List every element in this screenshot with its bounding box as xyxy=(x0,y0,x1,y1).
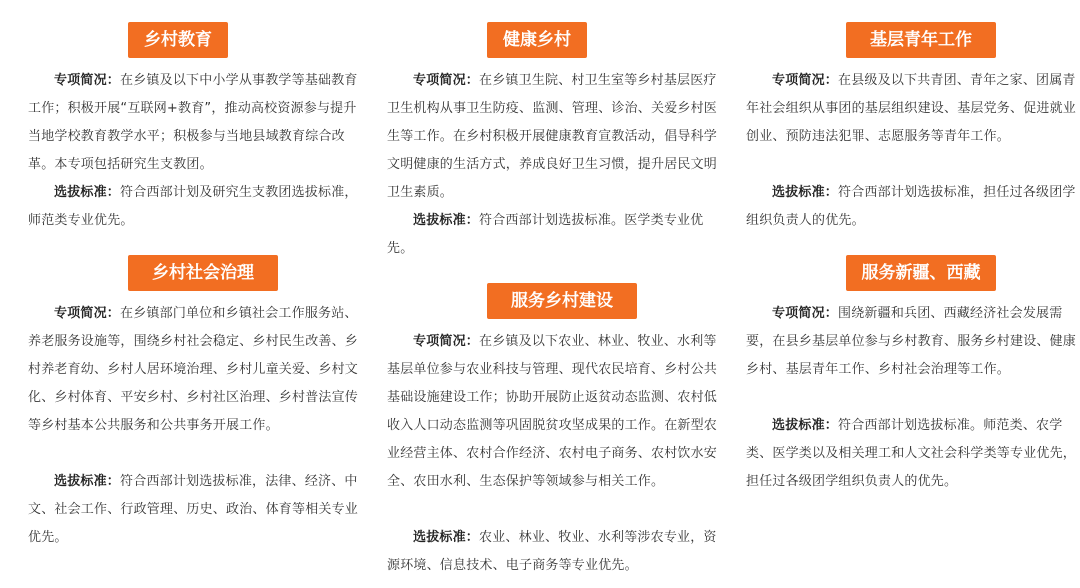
criteria-text: 农业、林业、牧业、水利等涉农专业，资源环境、信息技术、电子商务等专业优先。 xyxy=(387,530,717,573)
section-intro xyxy=(28,300,358,440)
intro-label: 专项简况： xyxy=(54,306,121,321)
criteria-label: 选拔标准： xyxy=(54,185,121,200)
section-title: 乡村教育 xyxy=(128,22,228,58)
criteria-label: 选拔标准： xyxy=(54,474,121,489)
intro-label: 专项简况： xyxy=(54,73,121,88)
section-criteria xyxy=(387,524,717,580)
section-criteria xyxy=(746,179,1076,235)
intro-text: 在乡镇卫生院、村卫生室等乡村基层医疗卫生机构从事卫生防疫、监测、管理、诊治、关爱乡村医生等工作。在乡村积极开展健康教育宣教活动，倡导科学文明健康的生活方式，养成良好卫生习惯，提升居民文明卫生素质。 xyxy=(387,73,718,200)
criteria-text: 符合西部计划选拔标准。医学类专业优先。 xyxy=(387,213,704,256)
criteria-text: 符合西部计划及研究生支教团选拔标准，师范类专业优先。 xyxy=(28,185,358,228)
intro-text: 在县级及以下共青团、青年之家、团属青年社会组织从事团的基层组织建设、基层党务、促进就业创业、预防违法犯罪、志愿服务等青年工作。 xyxy=(746,73,1077,144)
criteria-label: 选拔标准： xyxy=(772,185,839,200)
criteria-label: 选拔标准： xyxy=(413,213,480,228)
section-intro xyxy=(387,328,717,496)
section-intro xyxy=(387,67,717,207)
criteria-label: 选拔标准： xyxy=(772,418,839,433)
section-intro xyxy=(28,67,358,179)
section-intro xyxy=(746,67,1076,151)
section-criteria xyxy=(746,412,1076,496)
intro-label: 专项简况： xyxy=(413,334,480,349)
criteria-text: 符合西部计划选拔标准，担任过各级团学组织负责人的优先。 xyxy=(746,185,1076,228)
section-title: 服务新疆、西藏 xyxy=(846,255,996,291)
criteria-text: 符合西部计划选拔标准，法律、经济、中文、社会工作、行政管理、历史、政治、体育等相关专业优先。 xyxy=(28,474,359,545)
intro-text: 在乡镇部门单位和乡镇社会工作服务站、养老服务设施等，围绕乡村社会稳定、乡村民生改善、乡村养老育幼、乡村人居环境治理、乡村儿童关爱、乡村文化、乡村体育、平安乡村、乡村社区治理、乡村普法宣传等乡村基本公共服务和公共事务开展工作。 xyxy=(28,306,359,433)
section-title: 基层青年工作 xyxy=(846,22,996,58)
intro-label: 专项简况： xyxy=(772,73,839,88)
section-title: 乡村社会治理 xyxy=(128,255,278,291)
section-title: 健康乡村 xyxy=(487,22,587,58)
section-criteria xyxy=(387,207,717,263)
section-title: 服务乡村建设 xyxy=(487,283,637,319)
intro-text: 在乡镇及以下农业、林业、牧业、水利等基层单位参与农业科技与管理、现代农民培育、乡村公共基础设施建设工作；协助开展防止返贫动态监测、农村低收入人口动态监测等巩固脱贫攻坚成果的工作。在新型农业经营主体、农村合作经济、农村电子商务、农村饮水安全、农田水利、生态保护等领域参与相关工作。 xyxy=(387,334,718,489)
intro-text: 在乡镇及以下中小学从事教学等基础教育工作；积极开展“互联网+教育”，推动高校资源参与提升当地学校教育教学水平；积极参与当地县域教育综合改革。本专项包括研究生支教团。 xyxy=(28,73,358,172)
intro-label: 专项简况： xyxy=(413,73,480,88)
section-intro xyxy=(746,300,1076,384)
criteria-text: 符合西部计划选拔标准。师范类、农学类、医学类以及相关理工和人文社会科学类等专业优先，担任过各级团学组织负责人的优先。 xyxy=(746,418,1077,489)
intro-label: 专项简况： xyxy=(772,306,839,321)
section-criteria xyxy=(28,468,358,552)
criteria-label: 选拔标准： xyxy=(413,530,480,545)
intro-text: 围绕新疆和兵团、西藏经济社会发展需要，在县乡基层单位参与乡村教育、服务乡村建设、健康乡村、基层青年工作、乡村社会治理等工作。 xyxy=(746,306,1077,377)
section-criteria xyxy=(28,179,358,235)
